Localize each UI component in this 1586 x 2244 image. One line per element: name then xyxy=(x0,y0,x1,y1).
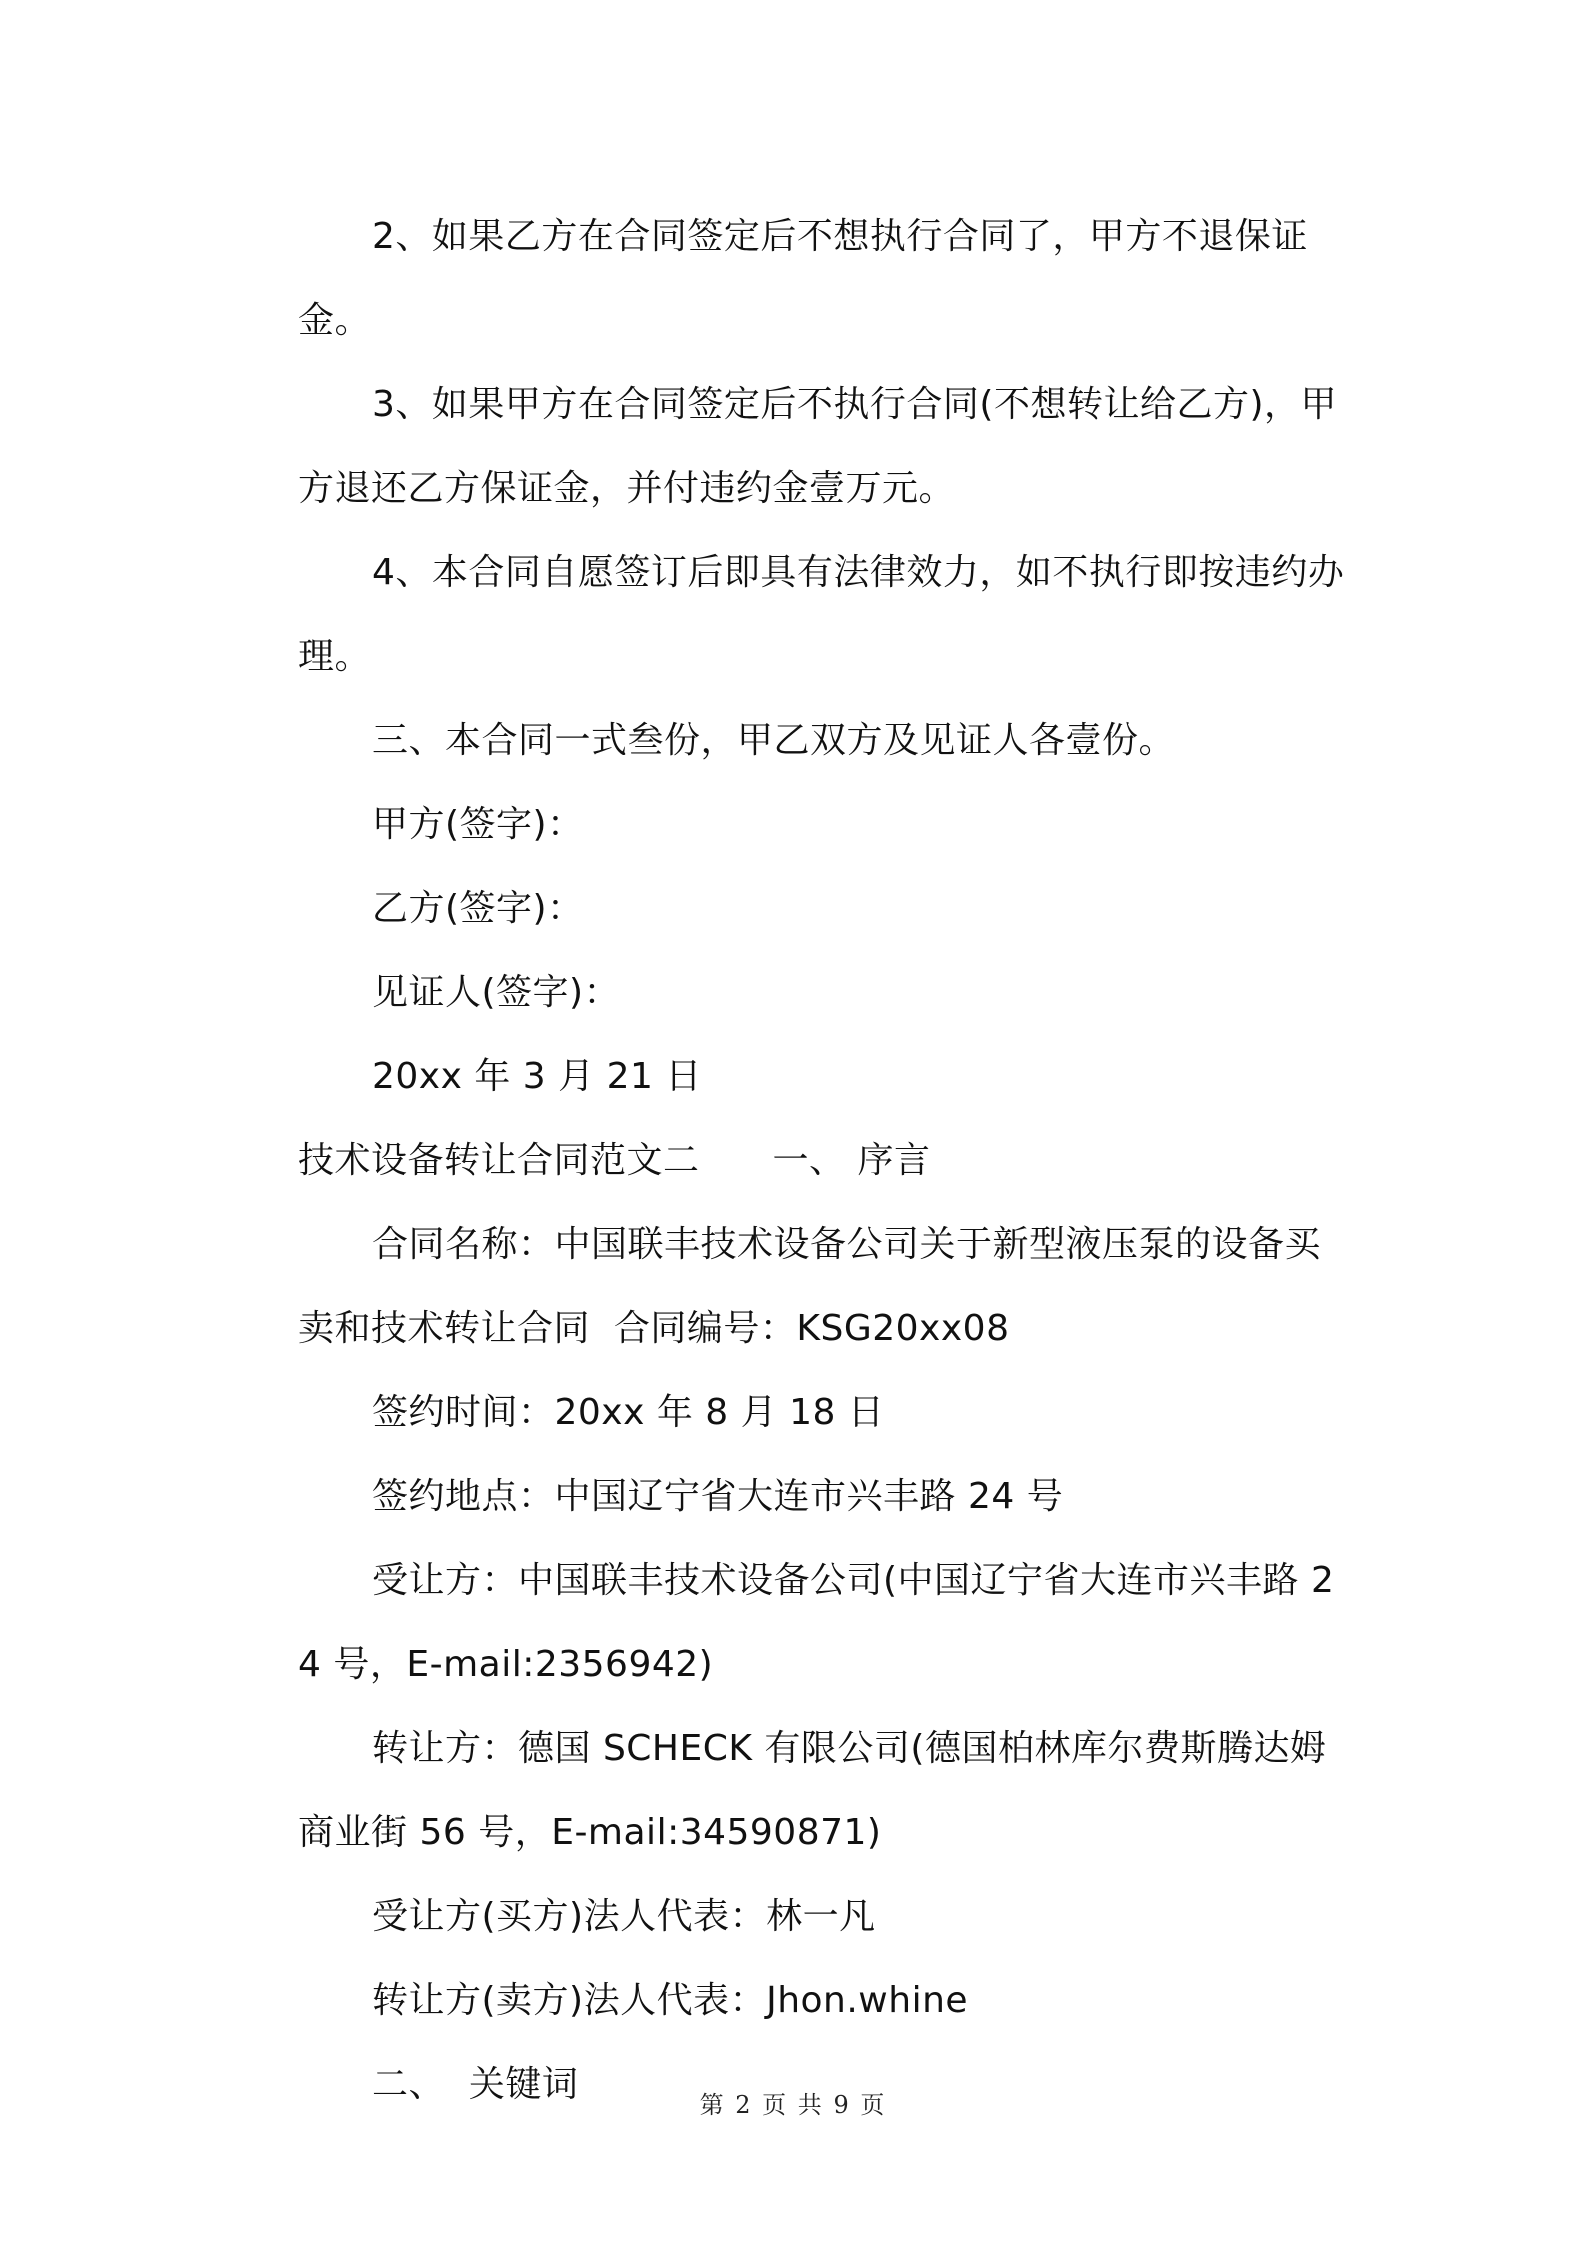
signing-location: 签约地点：中国辽宁省大连市兴丰路 24 号 xyxy=(372,1476,1064,1517)
transferor-info: 转让方：德国 SCHECK 有限公司(德国柏林库尔费斯腾达姆商业街 56 号，E-mail:34590871) xyxy=(298,1728,1327,1853)
section-3-copies: 三、本合同一式叁份，甲乙双方及见证人各壹份。 xyxy=(372,720,1176,761)
witness-signature: 见证人(签字)： xyxy=(372,972,621,1013)
contract-name-number: 合同名称：中国联丰技术设备公司关于新型液压泵的设备买卖和技术转让合同 合同编号：KSG20xx08 xyxy=(298,1224,1322,1349)
party-a-signature: 甲方(签字)： xyxy=(372,804,584,845)
transferee-info: 受让方：中国联丰技术设备公司(中国辽宁省大连市兴丰路 24 号，E-mail:2356942) xyxy=(298,1560,1335,1685)
clause-2-no-refund: 2、如果乙方在合同签定后不想执行合同了，甲方不退保证金。 xyxy=(298,216,1308,341)
clause-3-penalty: 3、如果甲方在合同签定后不执行合同(不想转让给乙方)，甲方退还乙方保证金，并付违约金壹万元。 xyxy=(298,384,1337,509)
transferee-representative: 受让方(买方)法人代表：林一凡 xyxy=(372,1896,876,1937)
second-contract-heading: 技术设备转让合同范文二 一、 序言 xyxy=(298,1140,931,1181)
signing-time: 签约时间：20xx 年 8 月 18 日 xyxy=(372,1392,885,1433)
transferor-representative: 转让方(卖方)法人代表：Jhon.whine xyxy=(372,1980,969,2021)
clause-4-legal-effect: 4、本合同自愿签订后即具有法律效力，如不执行即按违约办理。 xyxy=(298,552,1345,677)
signing-date: 20xx 年 3 月 21 日 xyxy=(372,1056,702,1097)
document-body xyxy=(298,195,1356,2127)
page-number-footer: 第 2 页 共 9 页 xyxy=(699,2091,887,2119)
section-2-keywords: 二、 关键词 xyxy=(372,2064,579,2105)
party-b-signature: 乙方(签字)： xyxy=(372,888,584,929)
